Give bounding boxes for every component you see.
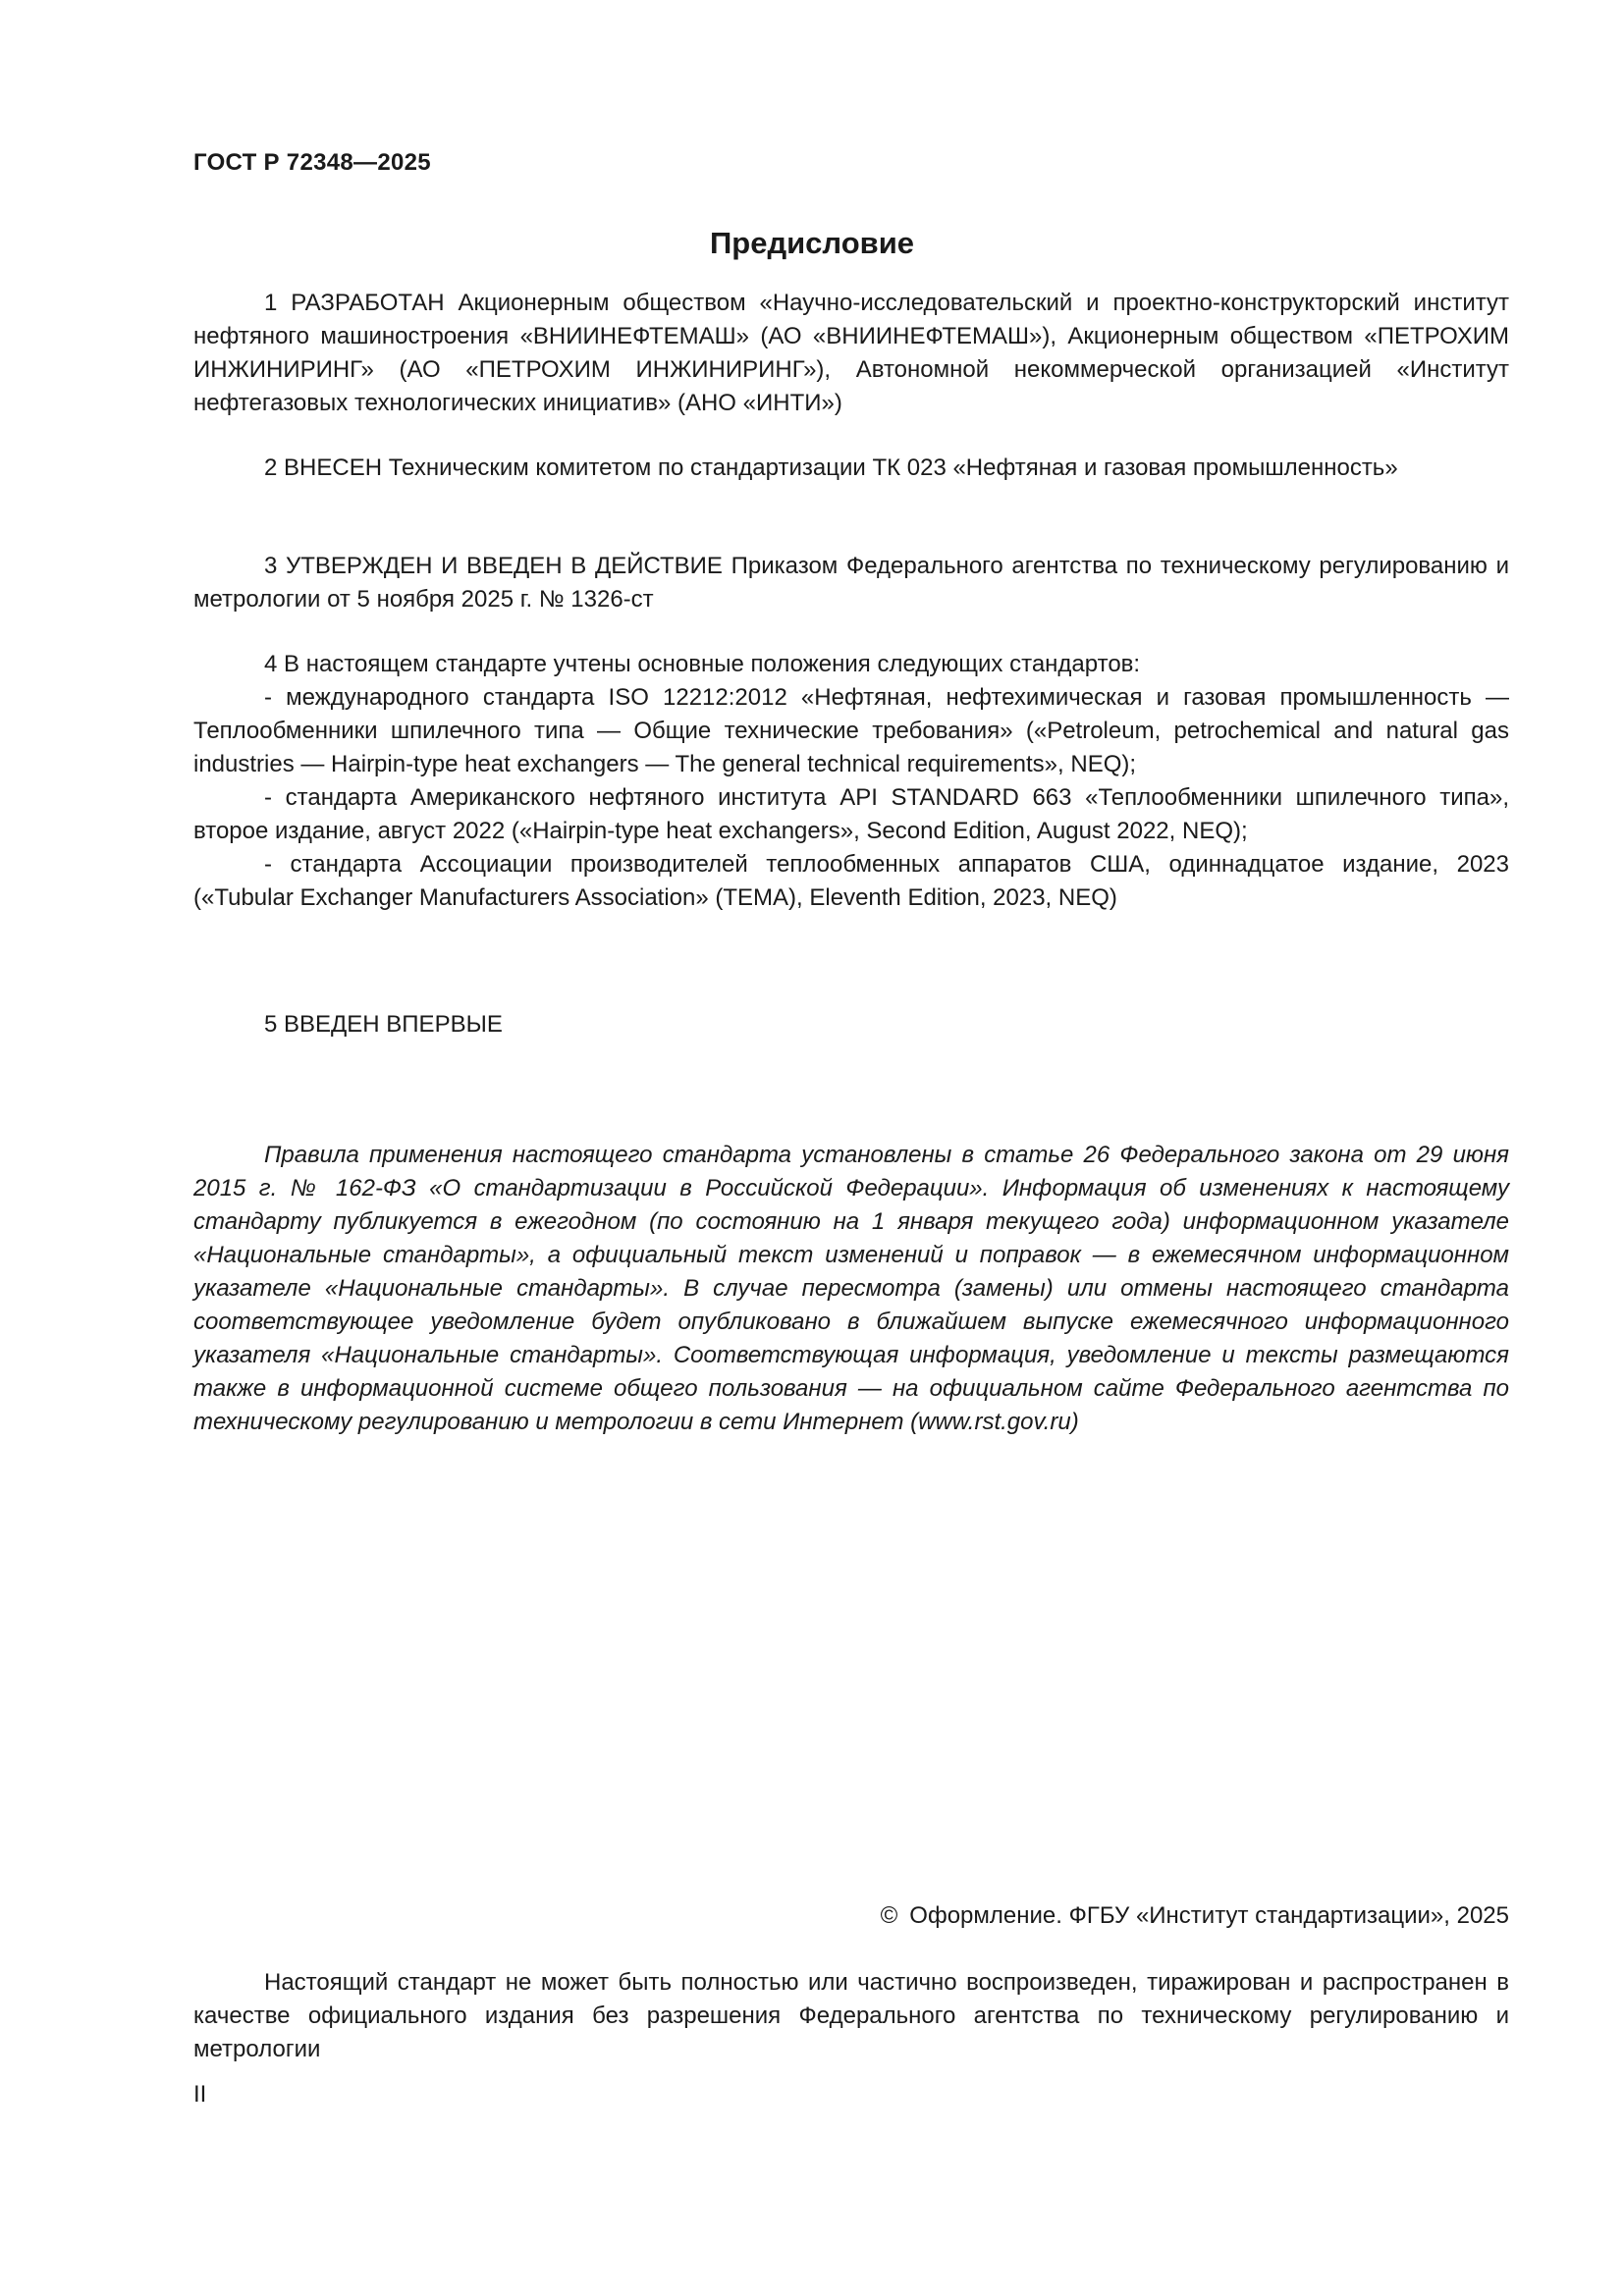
page-title: Предисловие	[709, 226, 914, 260]
section-4-intro: 4 В настоящем стандарте учтены основные положения следующих стандартов:	[264, 651, 1141, 677]
section-1-text: 1 РАЗРАБОТАН Акционерным обществом «Научно-исследовательский и проектно-конструкторский институт нефтяного машиностроения «ВНИИНЕФТЕМАШ» (АО «ВНИИНЕФТЕМАШ»), Акционерным обществом «ПЕТРОХИМ ИНЖИНИРИНГ» (АО «ПЕТРОХИМ ИНЖИНИРИНГ»), Автономной некоммерческой организацией «Институт нефтегазовых технологических инициатив» (АНО «ИНТИ»)	[193, 290, 1509, 416]
section-5-text: 5 ВВЕДЕН ВПЕРВЫЕ	[264, 1011, 503, 1038]
rules-notice-text: Правила применения настоящего стандарта установлены в статье 26 Федерального закона от 29 июня 2015 г. № 162-ФЗ «О стандартизации в Российской Федерации». Информация об изменениях к настоящему стандарту публикуется в ежегодном (по состоянию на 1 января текущего года) информационном указателе «Национальные стандарты», а официальный текст изменений и поправок — в ежемесячном информационном указателе «Национальные стандарты». В случае пересмотра (замены) или отмены настоящего стандарта соответствующее уведомление будет опубликовано в ближайшем выпуске ежемесячного информационного указателя «Национальные стандарты». Соответствующая информация, уведомление и тексты размещаются также в информационной системе общего пользования — на официальном сайте Федерального агентства по техническому регулированию и метрологии в сети Интернет (www.rst.gov.ru)	[193, 1142, 1509, 1435]
reproduction-notice	[193, 1966, 1509, 2066]
copyright-icon: ©	[880, 1902, 898, 1929]
section-1	[193, 287, 1509, 420]
reproduction-notice-text: Настоящий стандарт не может быть полностью или частично воспроизведен, тиражирован и распространен в качестве официального издания без разрешения Федерального агентства по техническому регулированию и метрологии	[193, 1969, 1509, 2062]
section-3	[193, 550, 1509, 616]
page-number: II	[193, 2081, 207, 2108]
document-code: ГОСТ Р 72348—2025	[193, 149, 431, 176]
rules-notice	[193, 1139, 1509, 1439]
section-2-text: 2 ВНЕСЕН Техническим комитетом по стандартизации ТК 023 «Нефтяная и газовая промышленность»	[264, 454, 1398, 481]
section-4-item: - международного стандарта ISO 12212:2012 «Нефтяная, нефтехимическая и газовая промышленность — Теплообменники шпилечного типа — Общие технические требования» («Petroleum, petrochemical and natural gas industries — Hairpin-type heat exchangers — The general technical requirements», NEQ);	[193, 684, 1509, 777]
section-4-item: - стандарта Ассоциации производителей теплообменных аппаратов США, одиннадцатое издание, 2023 («Tubular Exchanger Manufacturers Association» (TEMA), Eleventh Edition, 2023, NEQ)	[193, 851, 1509, 911]
section-4	[193, 648, 1509, 915]
section-5	[193, 1008, 1509, 1041]
copyright-line	[881, 1902, 1509, 1930]
section-4-item: - стандарта Американского нефтяного института API STANDARD 663 «Теплообменники шпилечного типа», второе издание, август 2022 («Hairpin-type heat exchangers», Second Edition, August 2022, NEQ);	[193, 784, 1509, 844]
copyright-text: Оформление. ФГБУ «Институт стандартизации», 2025	[909, 1902, 1509, 1929]
section-2	[193, 452, 1509, 485]
section-3-text: 3 УТВЕРЖДЕН И ВВЕДЕН В ДЕЙСТВИЕ Приказом Федерального агентства по техническому регулированию и метрологии от 5 ноября 2025 г. № 1326-ст	[193, 553, 1509, 613]
